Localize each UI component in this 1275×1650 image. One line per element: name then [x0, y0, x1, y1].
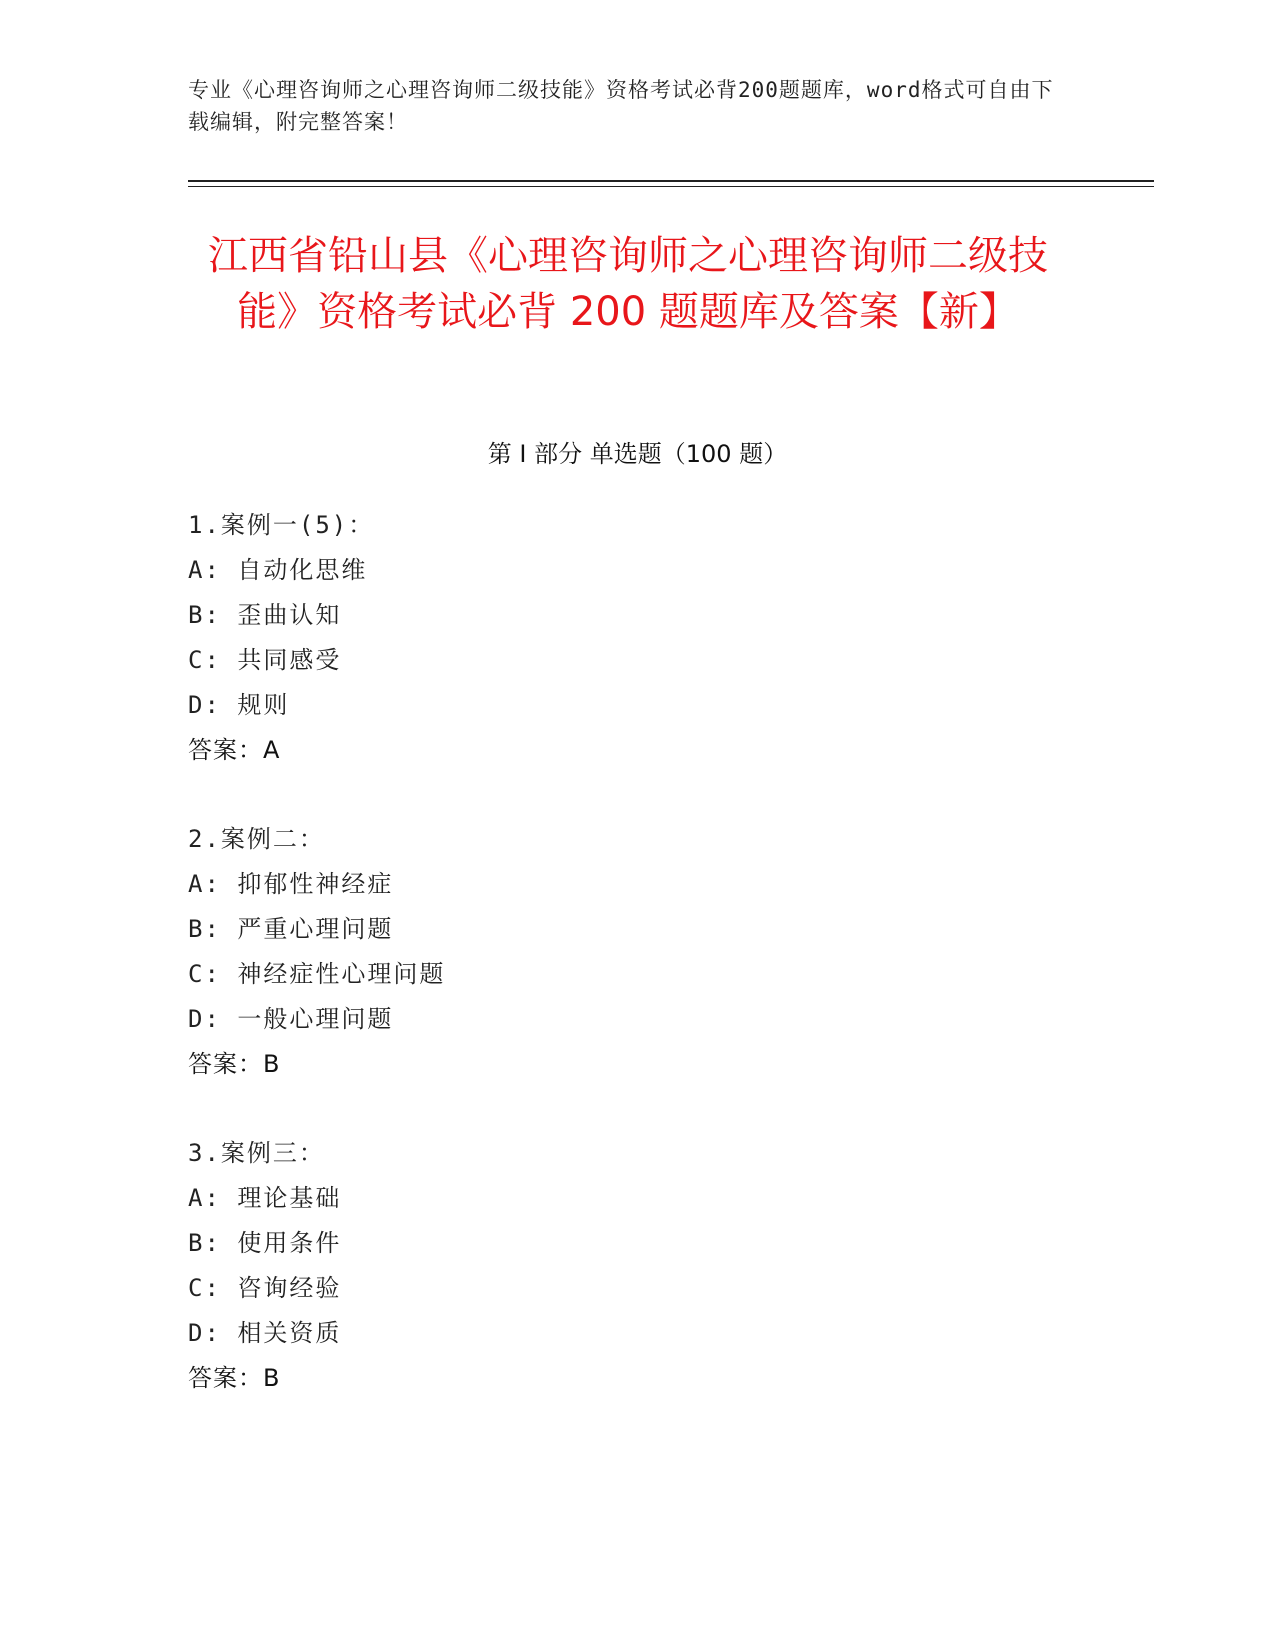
option-c: C: 共同感受 — [188, 646, 342, 674]
header-rule-thick — [188, 180, 1154, 182]
option-a: A: 抑郁性神经症 — [188, 870, 394, 898]
answer-line: 答案：B — [188, 1364, 281, 1392]
question-stem: 3.案例三： — [188, 1139, 325, 1167]
option-b: B: 歪曲认知 — [188, 601, 342, 629]
option-d: D: 规则 — [188, 691, 290, 719]
question-stem: 1.案例一(5)： — [188, 511, 375, 539]
header-rule-thin — [188, 186, 1154, 187]
answer-line: 答案：A — [188, 736, 281, 764]
option-c: C: 咨询经验 — [188, 1274, 342, 1302]
document-title: 江西省铅山县《心理咨询师之心理咨询师二级技能》资格考试必背 200 题题库及答案【新】 — [208, 233, 1048, 335]
option-a: A: 自动化思维 — [188, 556, 368, 584]
header-note: 专业《心理咨询师之心理咨询师二级技能》资格考试必背200题题库，word格式可自由下载编辑，附完整答案！ — [188, 78, 1054, 134]
section-title: 第 I 部分 单选题（100 题） — [487, 440, 788, 468]
option-b: B: 严重心理问题 — [188, 915, 394, 943]
option-c: C: 神经症性心理问题 — [188, 960, 446, 988]
answer-line: 答案：B — [188, 1050, 281, 1078]
question-block — [188, 503, 1088, 773]
option-d: D: 一般心理问题 — [188, 1005, 394, 1033]
option-b: B: 使用条件 — [188, 1229, 342, 1257]
question-stem: 2.案例二： — [188, 825, 325, 853]
question-block — [188, 1131, 1088, 1401]
question-block — [188, 817, 1088, 1087]
option-a: A: 理论基础 — [188, 1184, 342, 1212]
option-d: D: 相关资质 — [188, 1319, 342, 1347]
